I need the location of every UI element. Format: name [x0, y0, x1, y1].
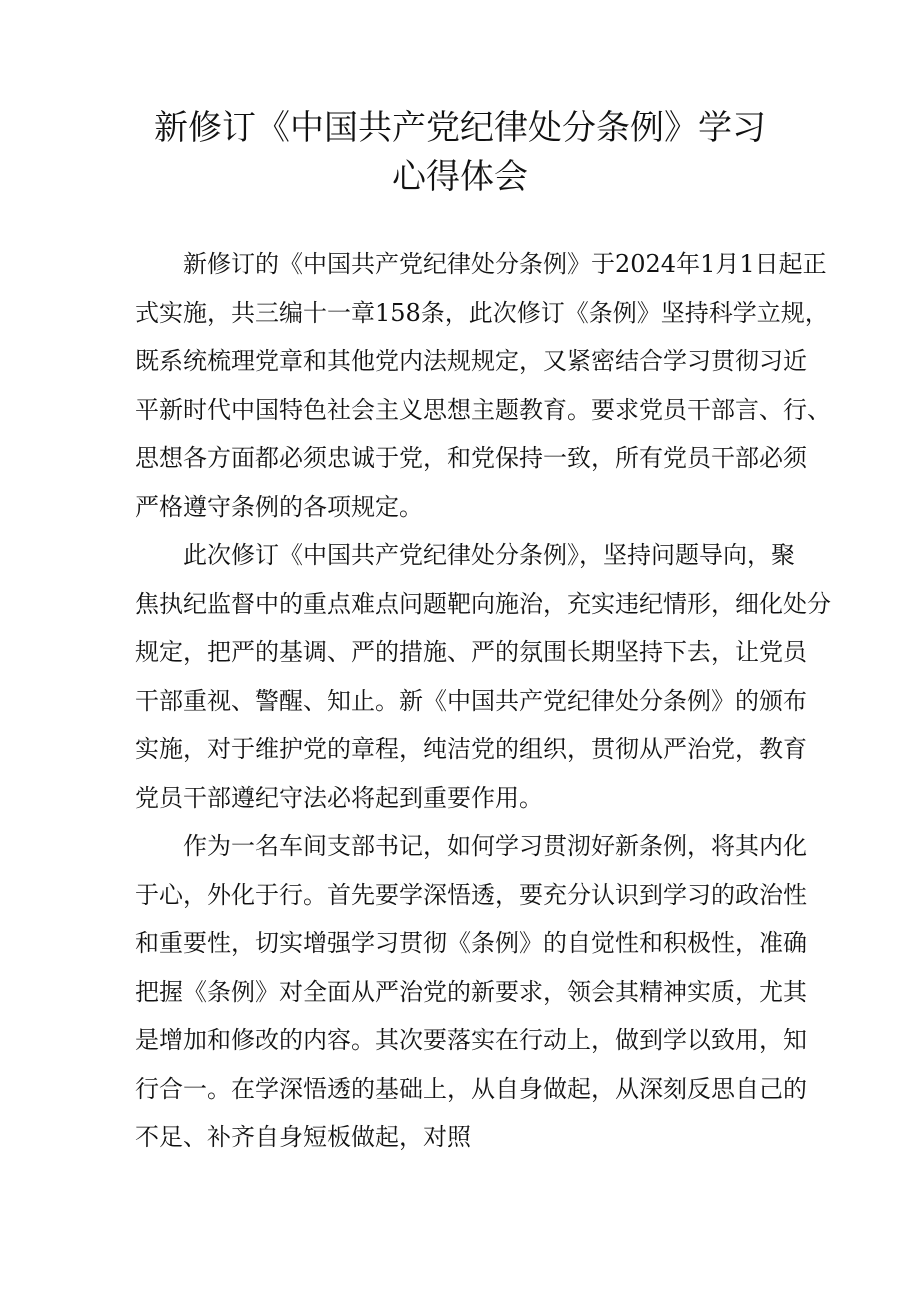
paragraph-line: 实施，对于维护党的章程，纯洁党的组织，贯彻从严治党，教育 [135, 735, 807, 763]
paragraph-3 [135, 822, 807, 1162]
paragraph-line: 干部重视、警醒、知止。新《中国共产党纪律处分条例》的颁布 [135, 686, 807, 715]
title-line-1: 新修订《中国共产党纪律处分条例》学习 [154, 108, 766, 148]
title-line-2: 心得体会 [392, 157, 528, 197]
paragraph-line: 不足、补齐自身短板做起，对照 [135, 1123, 471, 1151]
paragraph-line: 规定，把严的基调、严的措施、严的氛围长期坚持下去，让党员 [135, 638, 807, 666]
paragraph-line: 焦执纪监督中的重点难点问题靶向施治，充实违纪情形，细化处分 [135, 589, 831, 618]
paragraph-line: 作为一名车间支部书记，如何学习贯沏好新条例，将其内化 [183, 832, 807, 860]
paragraph-line: 此次修订《中国共产党纪律处分条例》，坚持问题导向，聚 [183, 541, 795, 569]
paragraph-line: 行合一。在学深悟透的基础上，从自身做起，从深刻反思自己的 [135, 1074, 807, 1103]
document-title [0, 104, 920, 202]
paragraph-line: 新修订的《中国共产党纪律处分条例》于2024年1月1日起正 [183, 250, 827, 278]
paragraph-line: 是增加和修改的内容。其次要落实在行动上，做到学以致用，知 [135, 1026, 807, 1054]
paragraph-line: 和重要性，切实增强学习贯彻《条例》的自觉性和积极性，准确 [135, 929, 807, 957]
paragraph-line: 把握《条例》对全面从严治党的新要求，领会其精神实质，尤其 [135, 977, 807, 1006]
paragraph-line: 平新时代中国特色社会主义思想主题教育。要求党员干部言、行、 [135, 395, 831, 424]
paragraph-line: 严格遵守条例的各项规定。 [135, 492, 423, 521]
paragraph-1 [135, 240, 831, 531]
paragraph-line: 式实施，共三编十一章158条，此次修订《条例》坚持科学立规， [135, 298, 829, 327]
paragraph-2 [135, 531, 831, 822]
paragraph-line: 于心，外化于行。首先要学深悟透，要充分认识到学习的政治性 [135, 880, 807, 909]
paragraph-line: 思想各方面都必须忠诚于党，和党保持一致，所有党员干部必须 [135, 444, 807, 472]
document-body [135, 240, 831, 1162]
paragraph-line: 党员干部遵纪守法必将起到重要作用。 [135, 783, 543, 812]
paragraph-line: 既系统梳理党章和其他党内法规规定，又紧密结合学习贯彻习近 [135, 347, 807, 375]
